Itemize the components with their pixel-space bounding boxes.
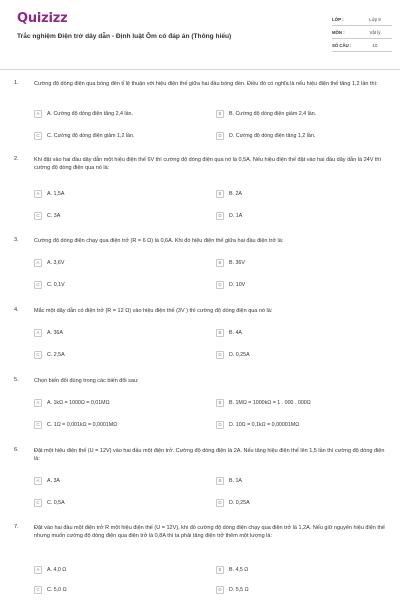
option-b[interactable]: [216, 475, 386, 486]
meta-row-class: [332, 13, 392, 26]
option-letter-box: A: [34, 259, 42, 267]
option-text: D. 10V: [229, 281, 246, 288]
option-c[interactable]: [34, 497, 204, 508]
meta-key: LỚP :: [332, 16, 344, 22]
option-text: A. 1kΩ = 1000Ω = 0,01MΩ: [47, 399, 110, 406]
option-d[interactable]: [216, 419, 386, 430]
option-b[interactable]: [216, 188, 386, 199]
option-letter-box: A: [34, 110, 42, 118]
question-text: Chọn biến đổi đúng trong các biến đổi sau:: [34, 378, 139, 384]
meta-row-count: [332, 39, 392, 52]
quizizz-logo: Quizizz: [17, 11, 68, 26]
option-text: B. 2A: [229, 190, 242, 197]
option-text: D. Cường độ dòng điện tăng 1,2 lần.: [229, 132, 316, 139]
meta-key: SỐ CÂU :: [332, 42, 352, 48]
option-c[interactable]: [34, 584, 204, 595]
option-text: A. 3,6V: [47, 259, 65, 266]
option-text: D. 1A: [229, 212, 243, 219]
option-text: D. 0,25A: [229, 499, 250, 506]
question-text: Cường độ dòng điện chạy qua điện trở (R = 6 Ω) là 0,6A. Khi đó hiệu điện thế giữa hai đầu điện trở là:: [34, 238, 284, 244]
option-text: A. 4,0 Ω: [47, 566, 67, 573]
question-number: 2.: [14, 156, 19, 162]
option-letter-box: B: [216, 259, 224, 267]
worksheet-header: [0, 0, 400, 70]
option-c[interactable]: [34, 279, 204, 290]
option-letter-box: B: [216, 190, 224, 198]
option-letter-box: D: [216, 212, 224, 220]
option-letter-box: B: [216, 329, 224, 337]
option-text: C. 5,0 Ω: [47, 586, 67, 593]
option-text: C. 0,5A: [47, 499, 65, 506]
meta-table: [332, 13, 392, 52]
option-b[interactable]: [216, 108, 386, 119]
page-title: Trắc nghiệm Điện trở dây dẫn - Định luật Ôm có đáp án (Thông hiểu): [17, 33, 232, 40]
option-text: B. 4A: [229, 329, 242, 336]
option-a[interactable]: [34, 257, 204, 268]
option-text: A. 1,5A: [47, 190, 65, 197]
option-letter-box: C: [34, 212, 42, 220]
option-a[interactable]: [34, 188, 204, 199]
option-b[interactable]: [216, 564, 386, 575]
option-letter-box: D: [216, 586, 224, 594]
option-letter-box: A: [34, 190, 42, 198]
option-c[interactable]: [34, 210, 204, 221]
meta-key: MÔN :: [332, 29, 345, 35]
option-a[interactable]: [34, 397, 204, 408]
option-letter-box: A: [34, 399, 42, 407]
option-d[interactable]: [216, 584, 386, 595]
option-letter-box: D: [216, 421, 224, 429]
option-text: D. 0,25A: [229, 351, 250, 358]
option-text: A. 36A: [47, 329, 63, 336]
option-letter-box: D: [216, 132, 224, 140]
option-letter-box: A: [34, 329, 42, 337]
option-text: C. 2,5A: [47, 351, 65, 358]
option-d[interactable]: [216, 130, 386, 141]
option-c[interactable]: [34, 349, 204, 360]
option-letter-box: C: [34, 421, 42, 429]
header-divider: [0, 69, 400, 70]
option-d[interactable]: [216, 210, 386, 221]
option-letter-box: C: [34, 281, 42, 289]
option-c[interactable]: [34, 419, 204, 430]
option-text: D. 5,5 Ω: [229, 586, 249, 593]
option-letter-box: A: [34, 566, 42, 574]
question-number: 5.: [14, 377, 19, 383]
option-text: B. Cường độ dòng điện giảm 2,4 lần.: [229, 110, 317, 117]
option-d[interactable]: [216, 497, 386, 508]
option-letter-box: B: [216, 566, 224, 574]
question-number: 7.: [14, 524, 19, 530]
option-b[interactable]: [216, 257, 386, 268]
option-text: C. 3A: [47, 212, 61, 219]
meta-value: Vật lý: [369, 29, 381, 35]
question-text: Đặt vào hai đầu một điện trở R một hiệu điện thế (U = 12V), khi đó cường độ dòng điện chạy qua điện trở là 1,2A. Nếu giữ nguyên hiệu điện thế nhưng muốn cường độ dòng điện qua điện trở là 0,8A thì ta phải tăng điện trở thêm một lượng là:: [34, 525, 385, 540]
option-text: A. 3A: [47, 477, 60, 484]
question-number: 1.: [14, 80, 19, 86]
option-letter-box: A: [34, 477, 42, 485]
meta-value: 10: [372, 42, 378, 48]
option-a[interactable]: [34, 327, 204, 338]
option-letter-box: C: [34, 132, 42, 140]
option-b[interactable]: [216, 327, 386, 338]
option-letter-box: B: [216, 399, 224, 407]
option-text: A. Cường độ dòng điện tăng 2,4 lần.: [47, 110, 133, 117]
question-text: Đặt một hiệu điện thế (U = 12V) vào hai đầu một điện trở. Cường độ dòng điện là 2A. Nếu tăng hiệu điện thế lên 1,5 lần thì cường độ dòng điện là:: [34, 448, 385, 463]
option-text: B. 4,5 Ω: [229, 566, 249, 573]
question-number: 3.: [14, 237, 19, 243]
option-d[interactable]: [216, 349, 386, 360]
option-text: B. 36V: [229, 259, 245, 266]
meta-row-subject: [332, 26, 392, 39]
question-number: 4.: [14, 307, 19, 313]
option-letter-box: D: [216, 281, 224, 289]
option-text: D. 10Ω = 0,1kΩ = 0,00001MΩ: [229, 421, 300, 428]
meta-value: Lớp 9: [369, 16, 381, 22]
option-d[interactable]: [216, 279, 386, 290]
question-text: Cường độ dòng điện qua bóng đèn tỉ lệ thuận với hiệu điện thế giữa hai đầu bóng đèn. Điều đó có nghĩa là nếu hiệu điện thế tăng 1,2 lần thì:: [34, 81, 378, 87]
option-text: B. 1A: [229, 477, 242, 484]
option-letter-box: B: [216, 110, 224, 118]
question-text: Mắc một dây dẫn có điện trở (R = 12 Ω) vào hiệu điện thế (3V ) thì cường độ dòng điện qua nó là:: [34, 308, 273, 314]
question-number: 6.: [14, 447, 19, 453]
option-text: B. 1MΩ = 1000kΩ = 1 . 000 . 000Ω: [229, 399, 311, 406]
option-text: C. 0,1V: [47, 281, 65, 288]
option-text: C. Cường độ dòng điện giảm 1,2 lần.: [47, 132, 135, 139]
option-letter-box: C: [34, 351, 42, 359]
question-text: Khi đặt vào hai đầu dây dẫn một hiệu điện thế 6V thì cường độ dòng điện qua nó là 0,5A. Nếu hiệu điện thế đặt vào hai đầu dây dẫn là 24V thì cường độ dòng điện qua nó là:: [34, 157, 382, 172]
option-letter-box: C: [34, 499, 42, 507]
option-letter-box: C: [34, 586, 42, 594]
option-a[interactable]: [34, 108, 204, 119]
option-c[interactable]: [34, 130, 204, 141]
option-a[interactable]: [34, 475, 204, 486]
option-letter-box: D: [216, 351, 224, 359]
option-letter-box: B: [216, 477, 224, 485]
option-letter-box: D: [216, 499, 224, 507]
option-b[interactable]: [216, 397, 386, 408]
option-a[interactable]: [34, 564, 204, 575]
option-text: C. 1Ω = 0,001kΩ = 0,0001MΩ: [47, 421, 118, 428]
